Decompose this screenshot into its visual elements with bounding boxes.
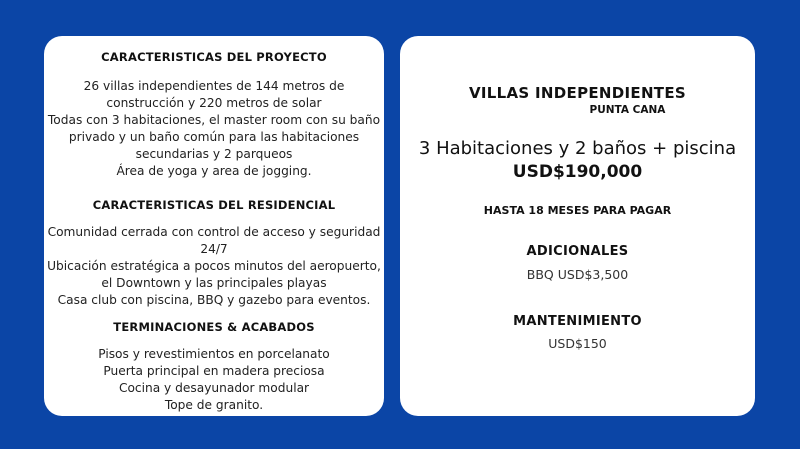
project-features-heading: CARACTERISTICAS DEL PROYECTO [101, 50, 327, 64]
finishes-list [44, 346, 384, 414]
project-feature-line: secundarias y 2 parqueos [135, 147, 293, 161]
extras-heading: ADICIONALES [526, 244, 629, 259]
project-feature-line: Todas con 3 habitaciones, el master room con su baño [47, 113, 381, 127]
project-feature-line: 26 villas independientes de 144 metros de [83, 79, 345, 93]
residential-features-list [44, 224, 384, 309]
extras-value: BBQ USD$3,500 [526, 267, 629, 282]
project-feature-line: construcción y 220 metros de solar [106, 96, 322, 110]
residential-feature-line: el Downtown y las principales playas [101, 276, 327, 290]
residential-feature-line: Casa club con piscina, BBQ y gazebo para eventos. [57, 293, 371, 307]
project-feature-line: Área de yoga y area de jogging. [116, 164, 312, 178]
project-details-card [44, 36, 384, 416]
offer-title: VILLAS INDEPENDIENTES [469, 84, 686, 102]
project-feature-line: privado y un baño común para las habitaciones [68, 130, 360, 144]
finishes-line: Cocina y desayunador modular [118, 381, 310, 395]
price: USD$190,000 [512, 162, 643, 182]
residential-feature-line: 24/7 [200, 242, 228, 256]
maintenance-value: USD$150 [548, 336, 607, 351]
offer-location: PUNTA CANA [589, 104, 666, 116]
offer-card [400, 36, 755, 416]
project-features-list [44, 78, 384, 180]
finishes-heading: TERMINACIONES & ACABADOS [113, 320, 315, 334]
residential-feature-line: Comunidad cerrada con control de acceso y seguridad [47, 225, 381, 239]
residential-features-heading: CARACTERISTICAS DEL RESIDENCIAL [92, 198, 336, 212]
finishes-line: Pisos y revestimientos en porcelanato [98, 347, 330, 361]
maintenance-heading: MANTENIMIENTO [513, 314, 642, 329]
residential-feature-line: Ubicación estratégica a pocos minutos del aeropuerto, [47, 259, 381, 273]
finishes-line: Puerta principal en madera preciosa [103, 364, 325, 378]
rooms-summary: 3 Habitaciones y 2 baños + piscina [418, 138, 737, 159]
finishes-line: Tope de granito. [164, 398, 264, 412]
installments-note: HASTA 18 MESES PARA PAGAR [483, 204, 672, 217]
